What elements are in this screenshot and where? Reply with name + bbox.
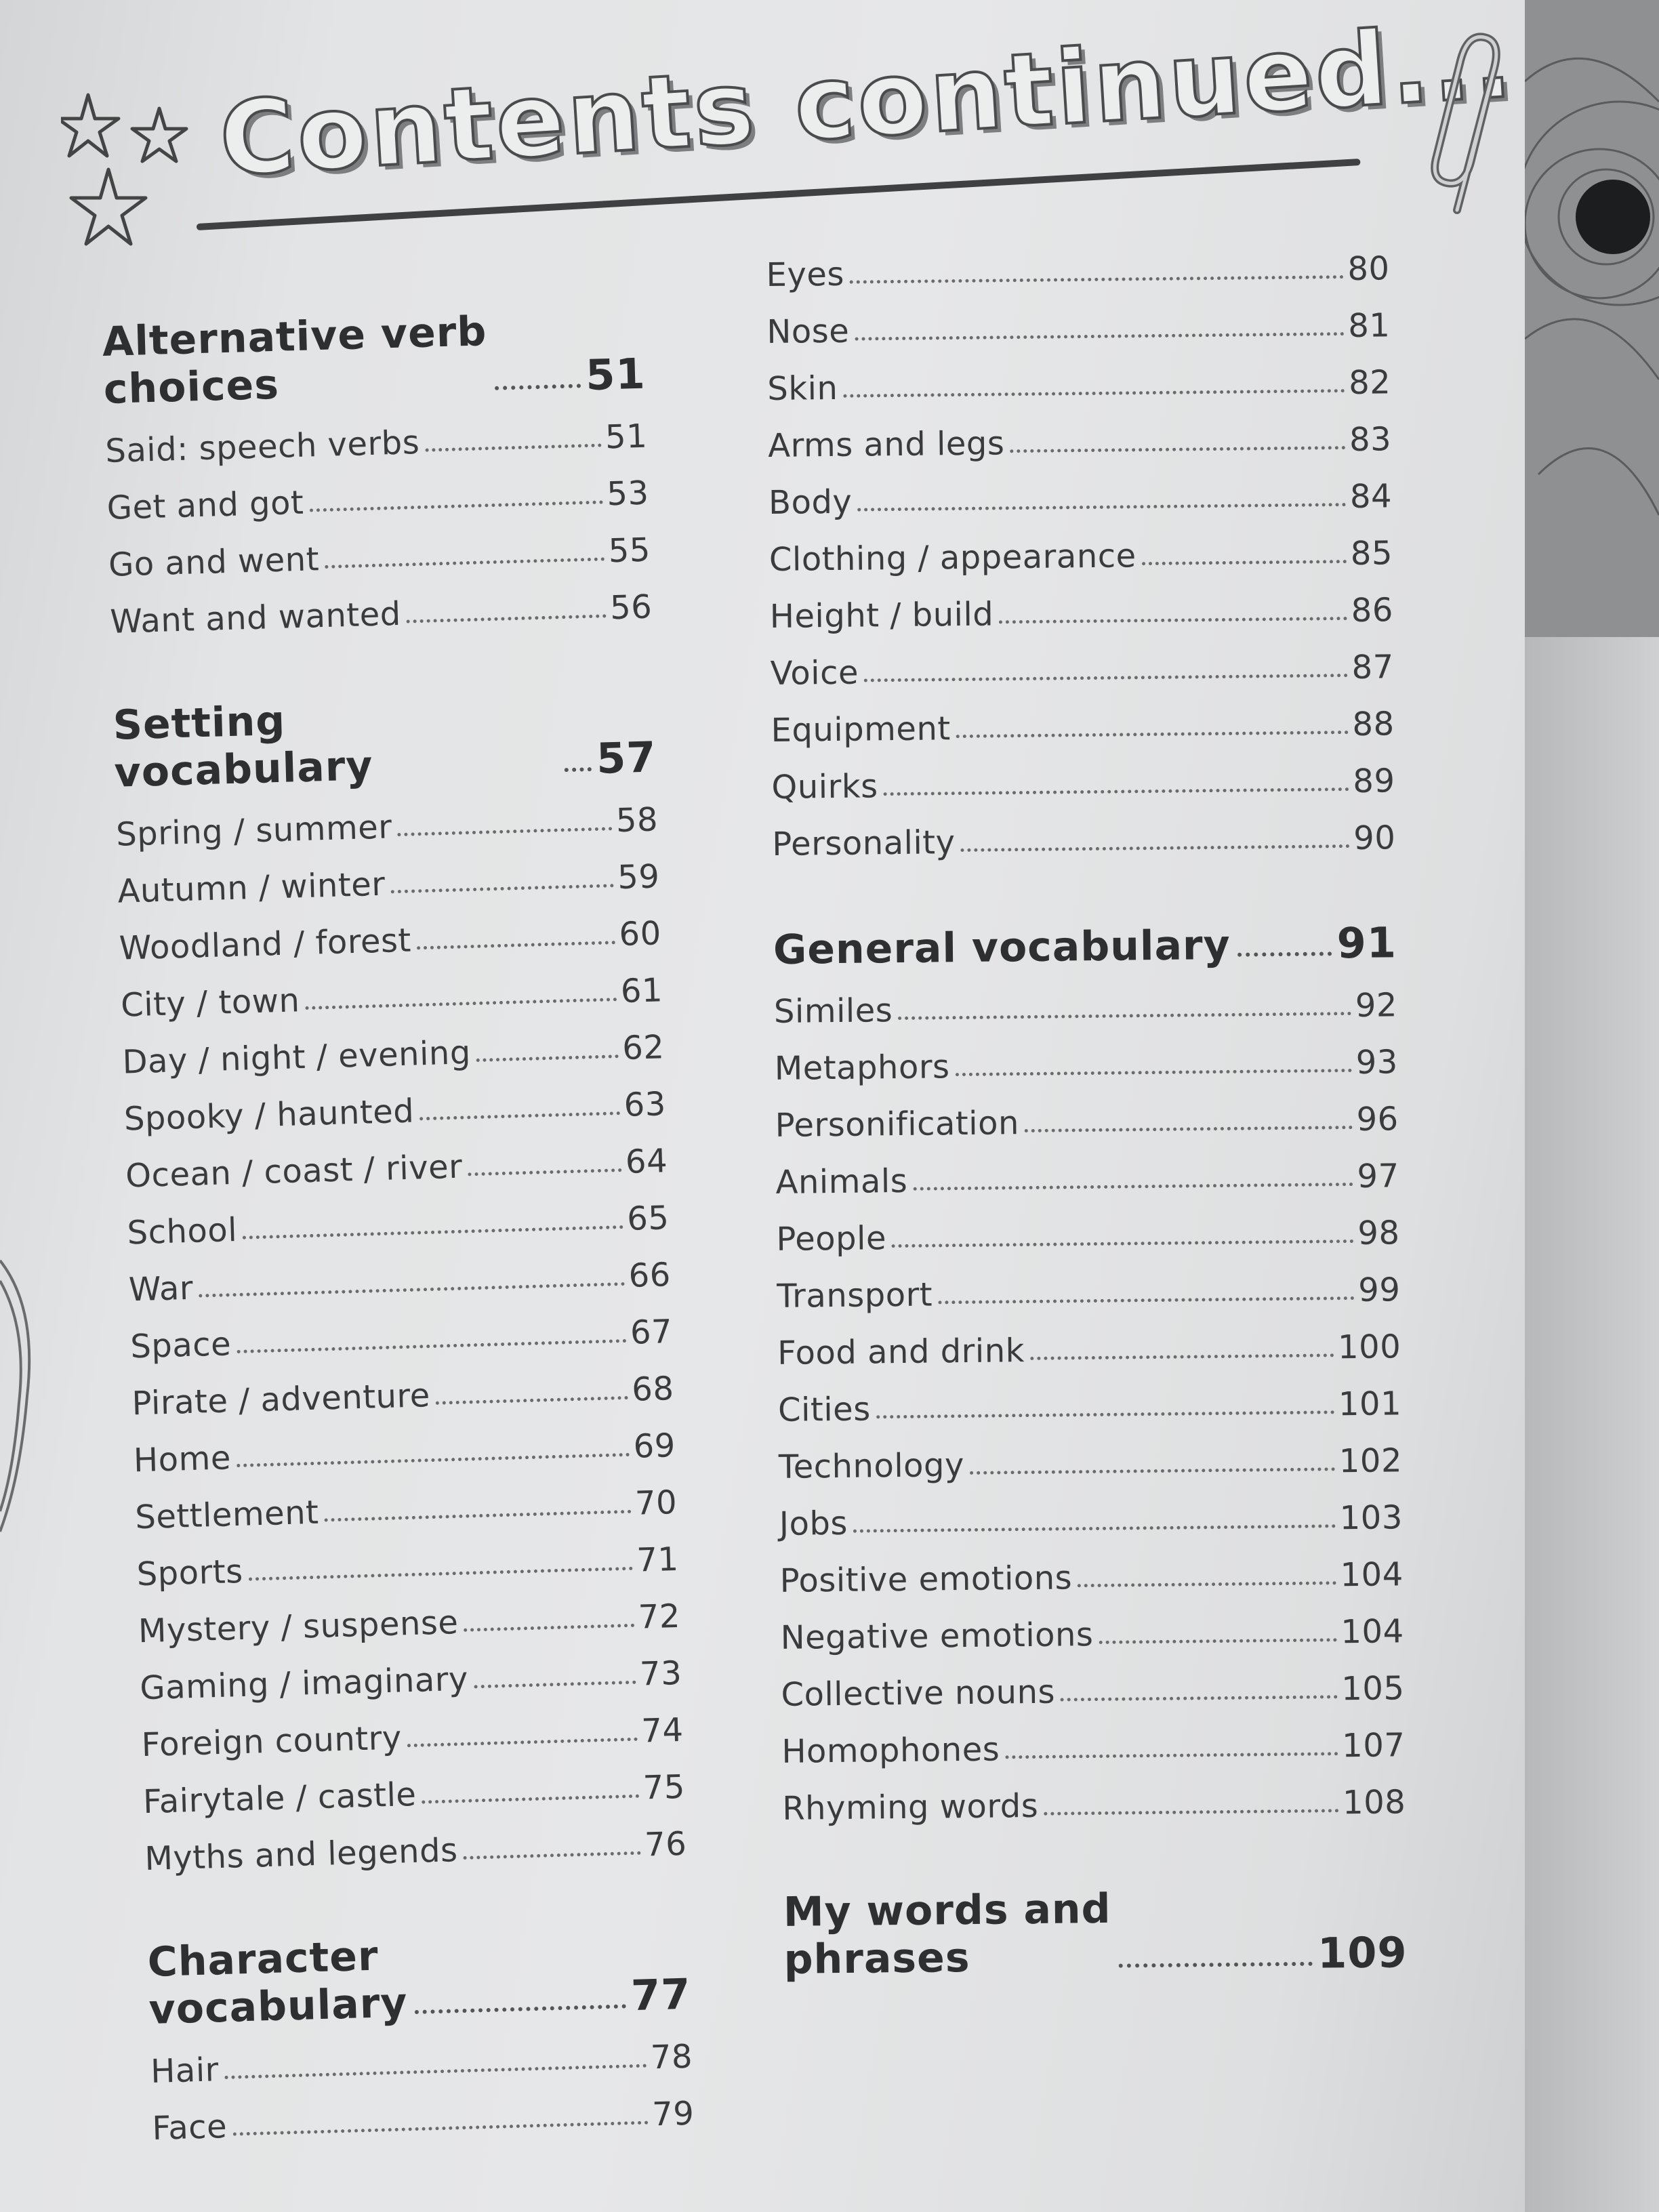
entry-label: Sports [136,1552,244,1594]
entry-label: Metaphors [774,1048,950,1088]
entry-label: Face [151,2107,228,2148]
contents-entry[interactable] [780,1593,1404,1657]
contents-entry[interactable] [775,1081,1399,1145]
contents-entry[interactable] [766,287,1391,351]
dot-leader [1061,1695,1337,1701]
dot-leader [864,674,1348,682]
entry-page-number: 86 [1351,591,1394,630]
entry-page-number: 97 [1357,1157,1399,1195]
entry-label: Autumn / winter [117,865,386,911]
contents-entry[interactable] [777,1309,1401,1372]
entry-label: Spooky / haunted [123,1092,415,1139]
dot-leader [468,1168,622,1176]
entry-page-number: 104 [1340,1555,1404,1595]
entry-page-number: 68 [631,1370,675,1409]
entry-page-number: 62 [621,1028,665,1067]
section-heading-label: My words and phrases [783,1885,1111,1984]
entry-label: Quirks [771,767,878,806]
entry-page-number: 58 [615,800,659,840]
entry-page-number: 60 [618,914,662,954]
dot-leader [857,503,1346,512]
dot-leader [892,1240,1353,1248]
section-page-number: 109 [1317,1927,1408,1978]
entry-label: Myths and legends [144,1831,459,1879]
contents-section [773,918,1406,1828]
contents-entry[interactable] [777,1252,1401,1315]
entry-label: Technology [778,1446,965,1486]
entry-page-number: 78 [650,2037,693,2077]
entry-page-number: 64 [625,1142,668,1181]
entry-page-number: 81 [1348,306,1391,346]
entry-label: Collective nouns [781,1673,1056,1714]
entry-page-number: 93 [1355,1043,1399,1082]
section-gap [783,1821,1407,1889]
entry-page-number: 85 [1350,534,1393,573]
dot-leader [913,1183,1353,1191]
entry-page-number: 82 [1348,363,1391,403]
entry-label: Fairytale / castle [142,1775,417,1822]
entry-label: Personality [772,823,956,863]
dot-leader [325,557,605,569]
section-heading[interactable] [773,918,1397,974]
entry-page-number: 65 [626,1199,670,1238]
dot-leader [961,844,1350,852]
contents-entry[interactable] [781,1650,1405,1714]
dot-leader [853,1524,1336,1532]
entry-page-number: 79 [651,2094,695,2134]
entry-label: Home [133,1439,232,1480]
dot-leader [237,1453,630,1467]
dot-leader [243,1225,623,1240]
entry-page-number: 89 [1353,762,1395,800]
entry-label: Go and went [108,540,320,584]
contents-entry[interactable] [773,967,1397,1031]
entry-label: Food and drink [777,1332,1025,1372]
contents-entry[interactable] [781,1707,1406,1771]
section-page-number: 51 [585,348,647,401]
section-heading-label: Alternative verb choices [102,308,488,413]
entry-page-number: 90 [1353,819,1396,857]
dot-leader [1044,1809,1338,1816]
entry-label: Arms and legs [767,424,1005,465]
entry-label: Ocean / coast / river [125,1147,464,1195]
entry-page-number: 98 [1357,1214,1400,1252]
section-heading-label: Character vocabulary [146,1932,409,2034]
entry-page-number: 70 [634,1483,678,1523]
contents-entry[interactable] [778,1366,1402,1429]
contents-entry[interactable] [782,1764,1406,1828]
contents-entry[interactable] [769,458,1393,522]
entry-label: War [128,1269,194,1309]
contents-section [102,304,653,641]
dot-leader [855,332,1344,341]
dot-leader [1099,1638,1336,1644]
entry-label: Pirate / adventure [131,1376,431,1423]
entry-label: Hair [150,2051,220,2091]
dot-leader [309,500,602,512]
entry-label: Settlement [134,1493,320,1537]
entry-page-number: 80 [1347,249,1390,289]
entry-label: Rhyming words [781,1786,1039,1828]
stars-doodle-icon [61,81,197,271]
entry-page-number: 56 [609,588,653,628]
dot-leader [425,443,601,451]
dot-leader [415,2004,626,2014]
entry-label: Want and wanted [109,594,402,641]
dot-leader [565,767,592,772]
left-column [102,304,695,2148]
dot-leader [232,2121,648,2136]
dot-leader [436,1396,628,1405]
section-page-number: 57 [596,732,657,783]
section-heading-label: General vocabulary [773,921,1231,974]
right-column [766,230,1408,1983]
entry-page-number: 74 [640,1711,684,1750]
entry-page-number: 101 [1338,1385,1402,1424]
dot-leader [464,1624,635,1632]
contents-entry[interactable] [778,1422,1402,1486]
dot-leader [422,1795,640,1804]
dot-leader [464,1851,641,1860]
entry-page-number: 55 [608,531,651,571]
entry-page-number: 66 [628,1256,672,1295]
dot-leader [237,1339,626,1353]
entry-page-number: 92 [1355,986,1398,1025]
entry-label: School [126,1210,238,1252]
entry-page-number: 75 [642,1767,686,1807]
entry-label: Similes [773,991,893,1031]
next-page-edge [1525,637,1659,2212]
entry-label: Woodland / forest [119,921,412,968]
entry-page-number: 102 [1338,1441,1403,1481]
dot-leader [1118,1962,1312,1968]
entry-page-number: 99 [1357,1271,1401,1309]
entry-label: City / town [120,981,301,1025]
section-page-number: 91 [1336,918,1397,968]
entry-label: Foreign country [141,1719,403,1765]
dot-leader [956,731,1349,738]
entry-label: Clothing / appearance [769,537,1136,579]
dot-leader [391,884,614,893]
entry-label: Said: speech verbs [104,423,420,470]
entry-page-number: 67 [630,1313,673,1352]
entry-page-number: 108 [1342,1783,1406,1822]
dot-leader [1237,951,1332,956]
entry-page-number: 107 [1341,1726,1406,1765]
entry-page-number: 96 [1356,1100,1399,1139]
entry-label: Space [129,1325,232,1366]
dot-leader [474,1681,636,1689]
dot-leader [224,2064,647,2079]
entry-label: Day / night / evening [121,1033,472,1082]
entry-label: Get and got [106,483,305,527]
contents-entry[interactable] [767,344,1391,408]
scribble-doodle-icon [1525,0,1659,637]
entry-page-number: 105 [1341,1669,1405,1708]
dot-leader [398,827,613,836]
entry-label: Equipment [771,710,951,750]
contents-section [766,230,1396,863]
entry-page-number: 87 [1351,648,1394,687]
dot-leader [876,1410,1334,1418]
dot-leader [970,1467,1335,1475]
left-sections [102,304,695,2148]
entry-label: Skin [767,369,838,408]
section-heading-label: Setting vocabulary [112,697,374,797]
dot-leader [407,614,607,623]
section-gap [773,857,1397,924]
dot-leader [249,1567,633,1581]
contents-entry[interactable] [772,800,1396,863]
entry-label: Nose [766,312,850,351]
contents-entry[interactable] [771,686,1395,750]
entry-label: Gaming / imaginary [139,1660,469,1708]
dot-leader [938,1296,1354,1304]
dot-leader [1078,1581,1336,1587]
dot-leader [956,1069,1352,1076]
entry-page-number: 61 [620,971,663,1010]
entry-page-number: 51 [605,417,648,457]
dot-leader [1010,446,1345,453]
entry-label: Personification [775,1104,1020,1145]
contents-entry[interactable] [769,515,1393,579]
dot-leader [419,1111,620,1120]
dot-leader [1005,1752,1338,1759]
entry-page-number: 103 [1339,1498,1404,1538]
entry-page-number: 76 [644,1824,687,1864]
contents-entry[interactable] [775,1138,1399,1202]
entry-page-number: 83 [1349,420,1392,459]
dot-leader [898,1012,1351,1020]
section-heading[interactable] [102,304,647,413]
entry-label: Animals [775,1162,908,1202]
entry-label: People [776,1219,887,1258]
dot-leader [884,787,1349,796]
contents-entry[interactable] [776,1195,1400,1258]
entry-page-number: 73 [639,1654,682,1694]
entry-page-number: 69 [632,1427,676,1466]
section-heading[interactable] [147,1924,692,2034]
entry-label: Jobs [779,1504,848,1543]
dot-leader [999,617,1347,623]
entry-label: Cities [777,1390,871,1429]
entry-page-number: 104 [1340,1612,1404,1652]
contents-section [783,1882,1408,1984]
entry-page-number: 72 [637,1597,681,1637]
entry-page-number: 88 [1352,705,1395,743]
entry-page-number: 53 [606,474,650,514]
dot-leader [850,275,1344,284]
contents-section [147,1924,695,2148]
right-sections [766,230,1408,1983]
entry-label: Eyes [766,255,845,294]
entry-label: Mystery / suspense [138,1603,459,1651]
dot-leader [1030,1353,1334,1360]
dot-leader [417,941,615,949]
contents-entry[interactable] [770,629,1394,693]
dot-leader [843,389,1345,398]
dot-leader [1025,1126,1353,1132]
pencil-sketch-icon [0,1254,41,1538]
entry-label: Height / build [769,595,994,636]
section-heading[interactable] [783,1882,1408,1984]
contents-entry[interactable] [768,401,1392,465]
contents-entry[interactable] [779,1479,1403,1543]
entry-page-number: 100 [1337,1328,1401,1367]
contents-section [112,687,687,1878]
dot-leader [476,1054,619,1062]
dot-leader [1142,560,1347,565]
entry-label: Transport [777,1275,933,1315]
entry-label: Body [768,483,853,522]
section-heading[interactable] [112,687,657,796]
entry-label: Homophones [781,1730,1000,1771]
entry-page-number: 63 [623,1085,667,1124]
entry-page-number: 84 [1349,477,1393,516]
contents-entry[interactable] [766,230,1390,294]
entry-label: Positive emotions [779,1559,1073,1600]
contents-entry[interactable] [779,1536,1404,1600]
dot-leader [199,1282,625,1298]
contents-entry[interactable] [769,572,1393,636]
dot-leader [407,1738,638,1747]
entry-page-number: 59 [617,857,661,897]
entry-label: Voice [770,653,859,693]
contents-entry[interactable] [771,743,1395,806]
contents-entry[interactable] [774,1024,1398,1088]
entry-label: Spring / summer [115,808,393,854]
entry-label: Negative emotions [780,1616,1094,1657]
section-page-number: 77 [630,1969,692,2021]
paperclip-icon [1430,27,1518,224]
contents-title [216,2,1518,244]
dot-leader [495,384,580,390]
dot-leader [325,1510,632,1522]
page-title: Contents continued... [216,2,1518,200]
entry-page-number: 71 [636,1540,680,1580]
dot-leader [306,998,617,1010]
